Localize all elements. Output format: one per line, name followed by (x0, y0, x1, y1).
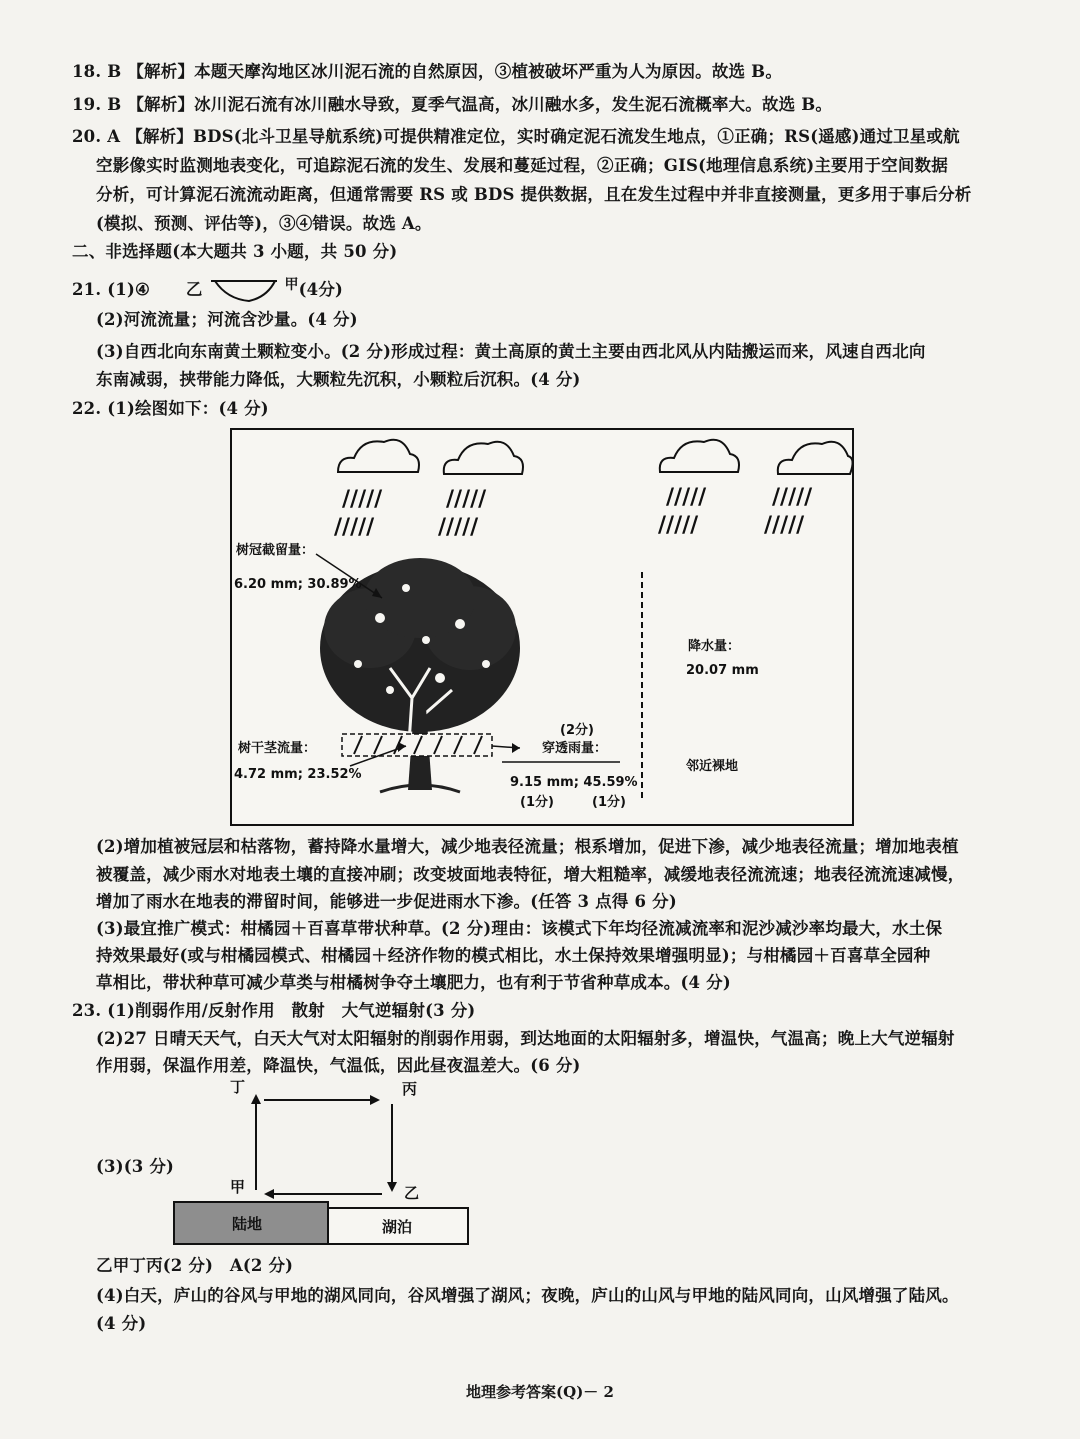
q21-label-yi: 乙 (185, 280, 203, 299)
rain-mark: ///// (658, 513, 699, 538)
answer-18: 18. B 【解析】本题天摩沟地区冰川泥石流的自然原因，③植被破坏严重为人为原因。故选 B。 (72, 62, 783, 81)
label-jia: 甲 (230, 1178, 246, 1196)
precip-value: 20.07 mm (686, 663, 759, 678)
q23-part3-label: (3)(3 分) (96, 1157, 175, 1176)
answer-20-line1: 20. A 【解析】BDS(北斗卫星导航系统)可提供精准定位，实时确定泥石流发生地点，①正确；RS(遥感)通过卫星或航 (72, 127, 960, 146)
q22-part3-line1: (3)最宜推广模式：柑橘园＋百喜草带状种草。(2 分)理由：该模式下年均径流减流率和泥沙减沙率均最大，水土保 (96, 919, 943, 938)
score-2: (2分) (560, 723, 594, 738)
bare-land-label: 邻近裸地 (686, 759, 739, 774)
rainfall-interception-diagram (230, 428, 856, 828)
q22-part3-line2: 持效果最好(或与柑橘园模式、柑橘园＋经济作物的模式相比，水土保持效果增强明显)；与柑橘园＋百喜草全园种 (96, 946, 931, 965)
stemflow-label: 树干茎流量： (238, 741, 317, 756)
river-cross-section-sketch (209, 277, 279, 305)
q21-part1-prefix: 21. (1)④ (72, 280, 150, 299)
canopy-label: 树冠截留量： (236, 543, 315, 558)
q23-part2-line2: 作用弱，保温作用差，降温快，气温低，因此昼夜温差大。(6 分) (96, 1056, 581, 1075)
answer-20-line3: 分析，可计算泥石流流动距离，但通常需要 RS 或 BDS 提供数据，且在发生过程中并非直接测量，更多用于事后分析 (96, 185, 972, 204)
score-1b: (1分) (592, 795, 626, 810)
rain-mark: ///// (772, 485, 813, 510)
q22-part1: 22. (1)绘图如下：(4 分) (72, 399, 269, 418)
lake-label: 湖泊 (382, 1218, 413, 1236)
throughfall-value: 9.15 mm; 45.59% (510, 775, 638, 790)
q23-part2-line1: (2)27 日晴天天气，白天大气对太阳辐射的削弱作用弱，到达地面的太阳辐射多，增温快，气温高；晚上大气逆辐射 (96, 1029, 955, 1048)
q21-label-jia: 甲 (284, 277, 299, 293)
rain-mark: ///// (446, 487, 487, 512)
label-ding: 丁 (230, 1078, 246, 1096)
land-label: 陆地 (232, 1215, 263, 1233)
q21-part3-line1: (3)自西北向东南黄土颗粒变小。(2 分)形成过程：黄土高原的黄土主要由西北风从内陆搬运而来，风速自西北向 (96, 342, 926, 361)
q21-part2: (2)河流流量；河流含沙量。(4 分) (96, 310, 358, 329)
rain-mark: ///// (764, 513, 805, 538)
rain-mark: ///// (334, 515, 375, 540)
precip-label: 降水量： (688, 639, 741, 654)
throughfall-label: 穿透雨量： (542, 741, 608, 756)
label-bing: 丙 (402, 1080, 418, 1098)
q22-part3-line3: 草相比，带状种草可减少草类与柑橘树争夺土壤肥力，也有利于节省种草成本。(4 分) (96, 973, 731, 992)
q22-part2-line3: 增加了雨水在地表的滞留时间，能够进一步促进雨水下渗。(任答 3 点得 6 分) (96, 892, 677, 911)
q22-part2-line1: (2)增加植被冠层和枯落物，蓄持降水量增大，减少地表径流量；根系增加，促进下渗，减少地表径流量；增加地表植 (96, 837, 959, 856)
q21-part3-line2: 东南减弱，挟带能力降低，大颗粒先沉积，小颗粒后沉积。(4 分) (96, 370, 581, 389)
page-footer: 地理参考答案(Q)－ 2 (466, 1383, 614, 1401)
canopy-value: 6.20 mm; 30.89% (234, 577, 362, 592)
answer-20-line2: 空影像实时监测地表变化，可追踪泥石流的发生、发展和蔓延过程，②正确；GIS(地理信息系统)主要用于空间数据 (96, 156, 948, 175)
answer-20-line4: (模拟、预测、评估等)，③④错误。故选 A。 (96, 214, 432, 233)
label-yi: 乙 (404, 1184, 420, 1202)
q23-part4-line2: (4 分) (96, 1314, 147, 1333)
q21-part1 (72, 274, 1020, 305)
q21-part1-score: (4分) (298, 280, 344, 299)
q22-part2-line2: 被覆盖，减少雨水对地表土壤的直接冲刷；改变坡面地表特征，增大粗糙率，减缓地表径流流速；地表径流流速减慢， (96, 865, 965, 884)
lake-land-breeze-diagram (170, 1076, 480, 1248)
q23-part4-line1: (4)白天，庐山的谷风与甲地的湖风同向，谷风增强了湖风；夜晚，庐山的山风与甲地的陆风同向，山风增强了陆风。 (96, 1286, 959, 1305)
q23-part3-answer: 乙甲丁丙(2 分) A(2 分) (96, 1256, 294, 1275)
answer-19: 19. B 【解析】冰川泥石流有冰川融水导致，夏季气温高，冰川融水多，发生泥石流概率大。故选 B。 (72, 95, 833, 114)
rain-mark: ///// (438, 515, 479, 540)
score-1a: (1分) (520, 795, 554, 810)
q23-part1: 23. (1)削弱作用/反射作用 散射 大气逆辐射(3 分) (72, 1001, 476, 1020)
section-title-non-choice: 二、非选择题(本大题共 3 小题，共 50 分) (72, 242, 398, 261)
rain-mark: ///// (666, 485, 707, 510)
rain-mark: ///// (342, 487, 383, 512)
stemflow-value: 4.72 mm; 23.52% (234, 767, 362, 782)
